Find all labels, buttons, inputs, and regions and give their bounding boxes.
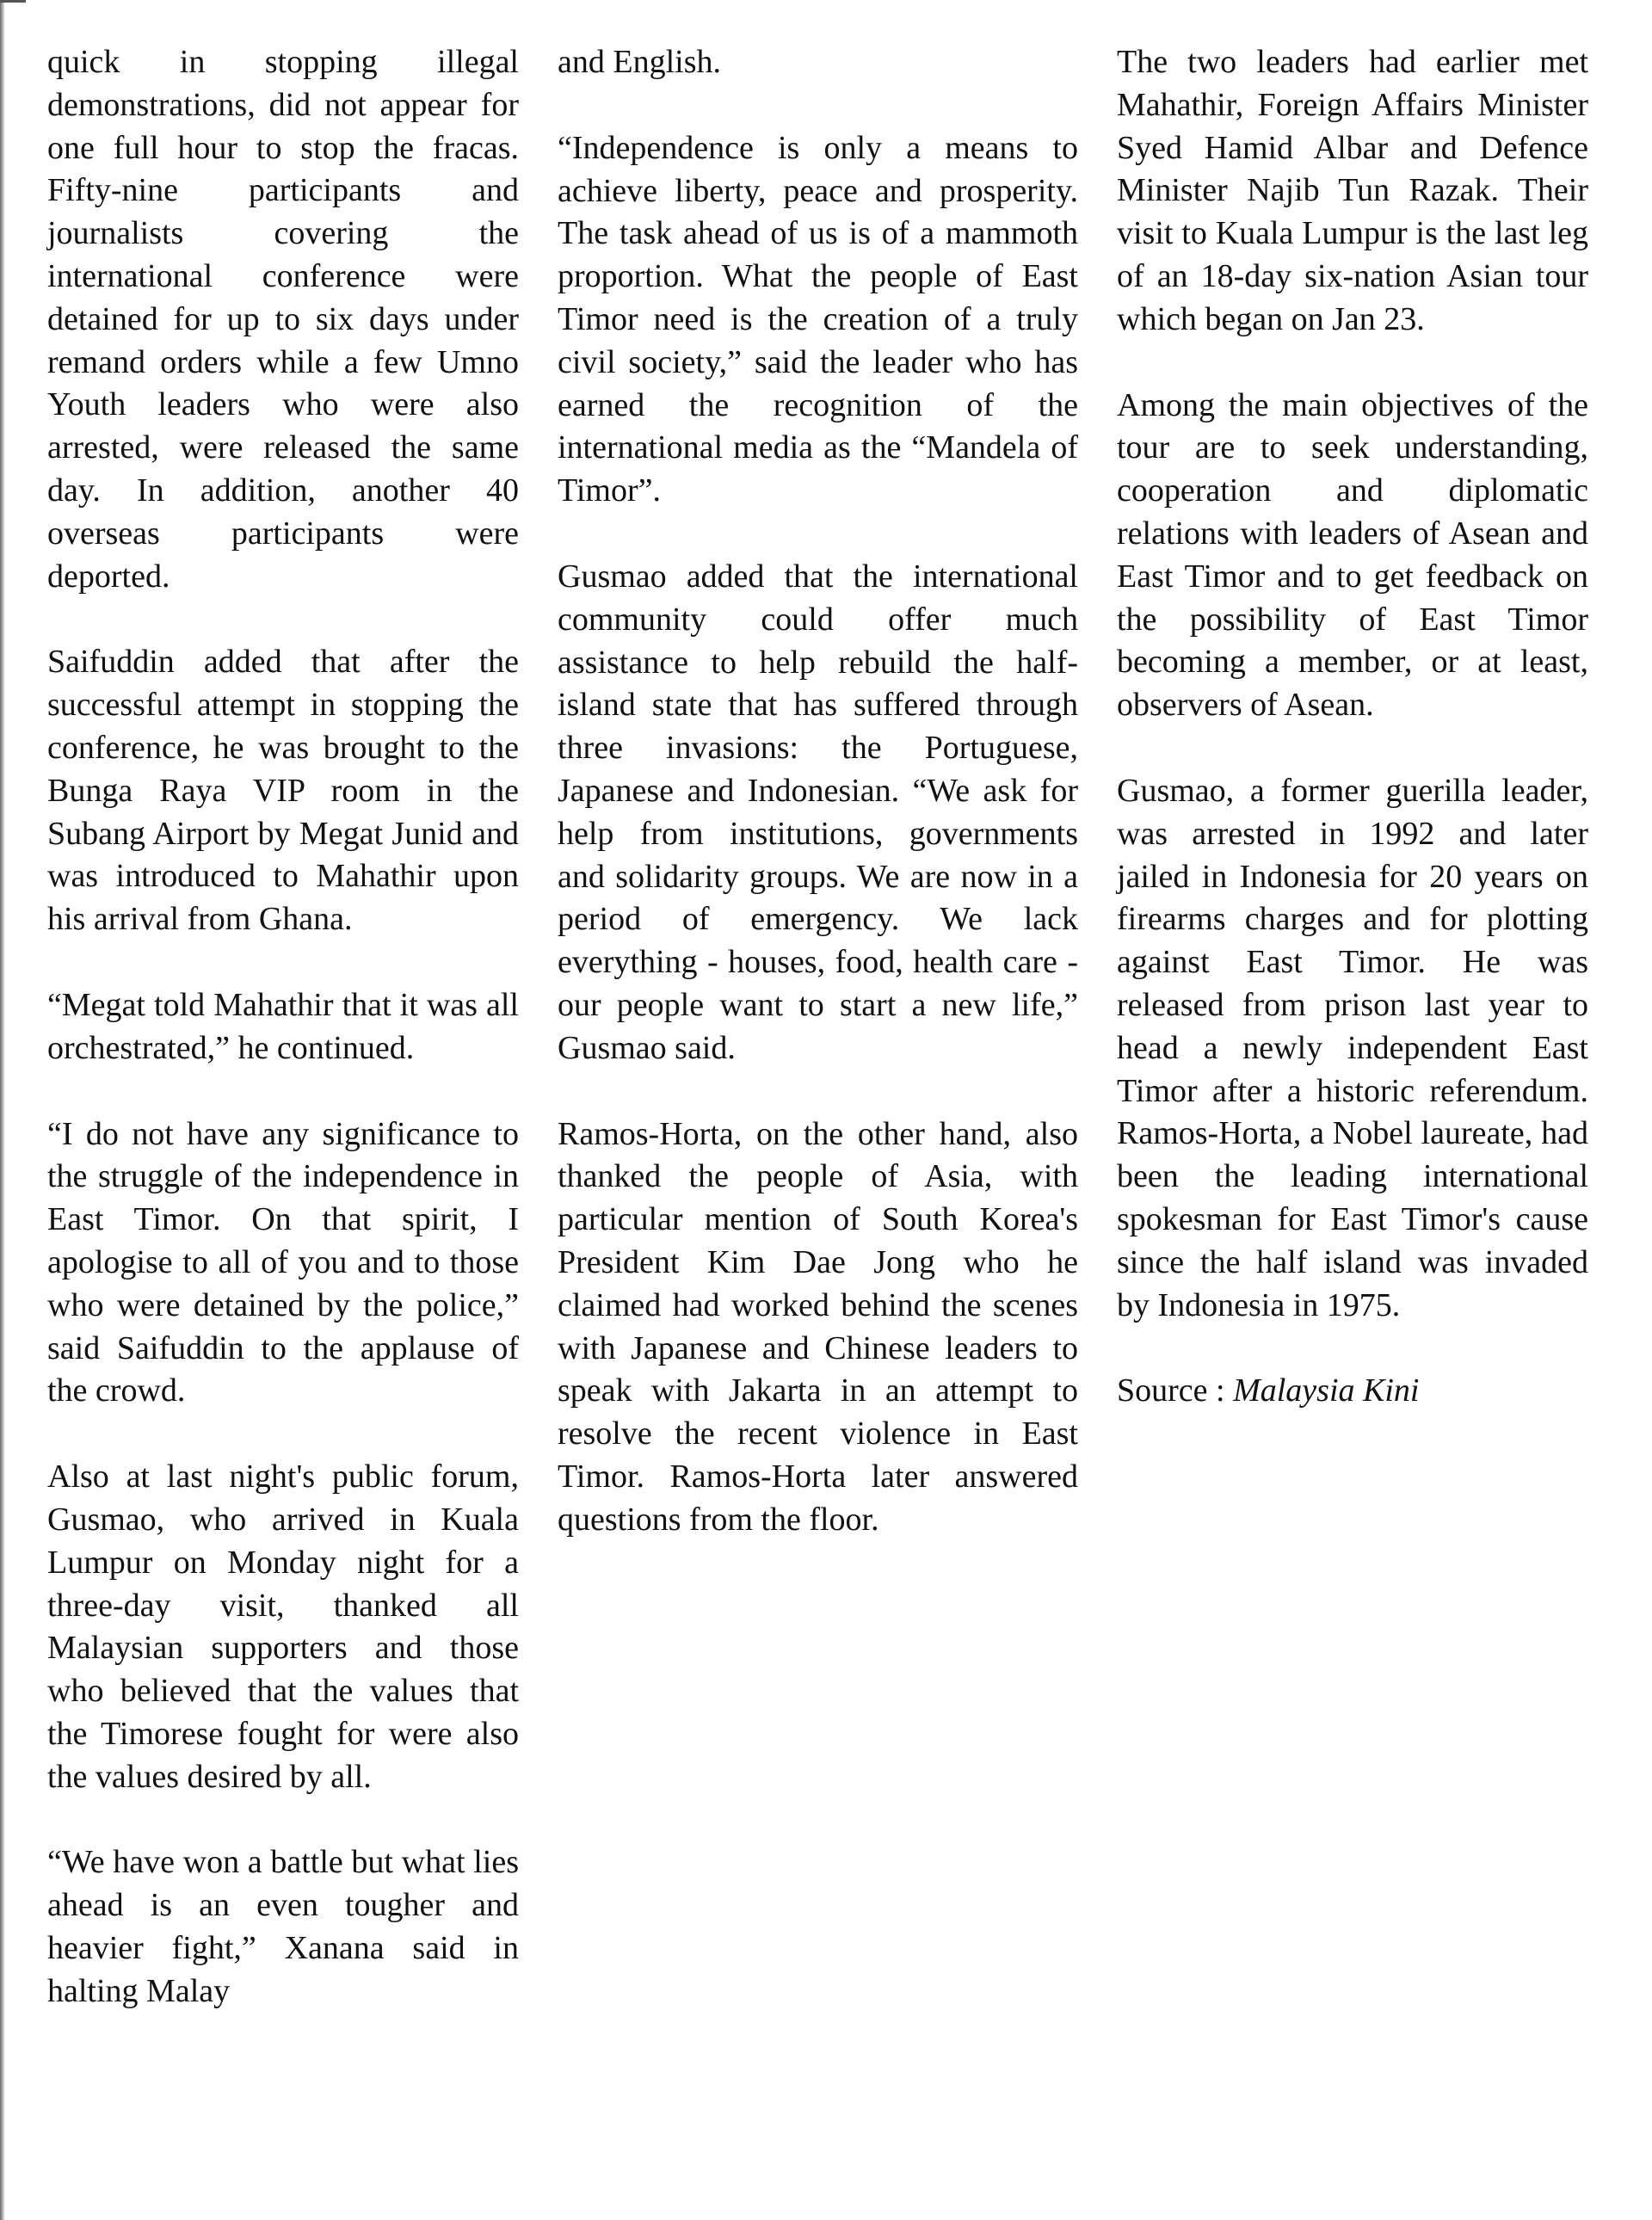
paragraph: quick in stopping illegal demonstrations, did not appear for one full hour to stop the fracas. Fifty-nine participants and journalists covering the international conference were detained for up to six days under remand orders while a few Umno Youth leaders who were also arrested, were released the same day. In addition, another 40 overseas participants were deported. — [47, 44, 519, 595]
paragraph: Saifuddin added that after the successful attempt in stopping the conference, he was brought to the Bunga Raya VIP room in the Subang Airport by Megat Junid and was introduced to Mahathir upon his arrival from Ghana. — [47, 644, 519, 938]
paragraph: The two leaders had earlier met Mahathir, Foreign Affairs Minister Syed Hamid Albar and Defence Minister Najib Tun Razak. Their visit to Kuala Lumpur is the last leg of an 18-day six-nation Asian tour which began on Jan 23. — [1117, 44, 1588, 337]
paragraph: Gusmao, a former guerilla leader, was arrested in 1992 and later jailed in Indonesia for 20 years on firearms charges and for plotting against East Timor. He was released from prison last year to head a newly independent East Timor after a historic referendum. Ramos-Horta, a Nobel laureate, had been the leading international spokesman for East Timor's cause since the half island was invaded by Indonesia in 1975. — [1117, 772, 1588, 1323]
paragraph: “Independence is only a means to achieve liberty, peace and prosperity. The task ahead of us is of a mammoth proportion. What the people of East Timor need is the creation of a truly civil society,” said the leader who has earned the recognition of the international media as the “Mandela of Timor”. — [558, 129, 1078, 509]
article-column-1 — [47, 41, 519, 2057]
paragraph: “Megat told Mahathir that it was all orchestrated,” he continued. — [47, 986, 519, 1066]
paragraph: Among the main objectives of the tour are to seek understanding, cooperation and diplomatic relations with leaders of Asean and East Timor and to get feedback on the possibility of East Timor becoming a member, or at least, observers of Asean. — [1117, 386, 1588, 724]
source-name: Malaysia Kini — [1233, 1372, 1420, 1409]
article-column-3 — [1117, 41, 1588, 1456]
paragraph: Ramos-Horta, on the other hand, also thanked the people of Asia, with particular mention of South Korea's President Kim Dae Jong who he claimed had worked behind the scenes with Japanese and Chinese leaders to speak with Jakarta in an attempt to resolve the recent violence in East Timor. Ramos-Horta later answered questions from the floor. — [558, 1115, 1078, 1538]
source-label: Source : — [1117, 1372, 1234, 1409]
scan-edge-shadow — [0, 0, 5, 2220]
paragraph: “We have won a battle but what lies ahead is an even tougher and heavier fight,” Xanana said in halting Malay — [47, 1844, 519, 2009]
scan-corner-mark — [0, 0, 26, 3]
article-column-2 — [558, 41, 1078, 1585]
paragraph: and English. — [558, 44, 721, 80]
paragraph: Gusmao added that the international community could offer much assistance to help rebuild the half-island state that has suffered through three invasions: the Portuguese, Japanese and Indonesian. “We ask for help from institutions, governments and solidarity groups. We are now in a period of emergency. We lack everything - houses, food, health care - our people want to start a new life,” Gusmao said. — [558, 558, 1078, 1066]
paragraph: “I do not have any significance to the struggle of the independence in East Timor. On that spirit, I apologise to all of you and to those who were detained by the police,” said Saifuddin to the applause of the crowd. — [47, 1115, 519, 1409]
source-credit — [1117, 1370, 1588, 1413]
paragraph: Also at last night's public forum, Gusmao, who arrived in Kuala Lumpur on Monday night for a three-day visit, thanked all Malaysian supporters and those who believed that the values that the Timorese fought for were also the values desired by all. — [47, 1458, 519, 1795]
